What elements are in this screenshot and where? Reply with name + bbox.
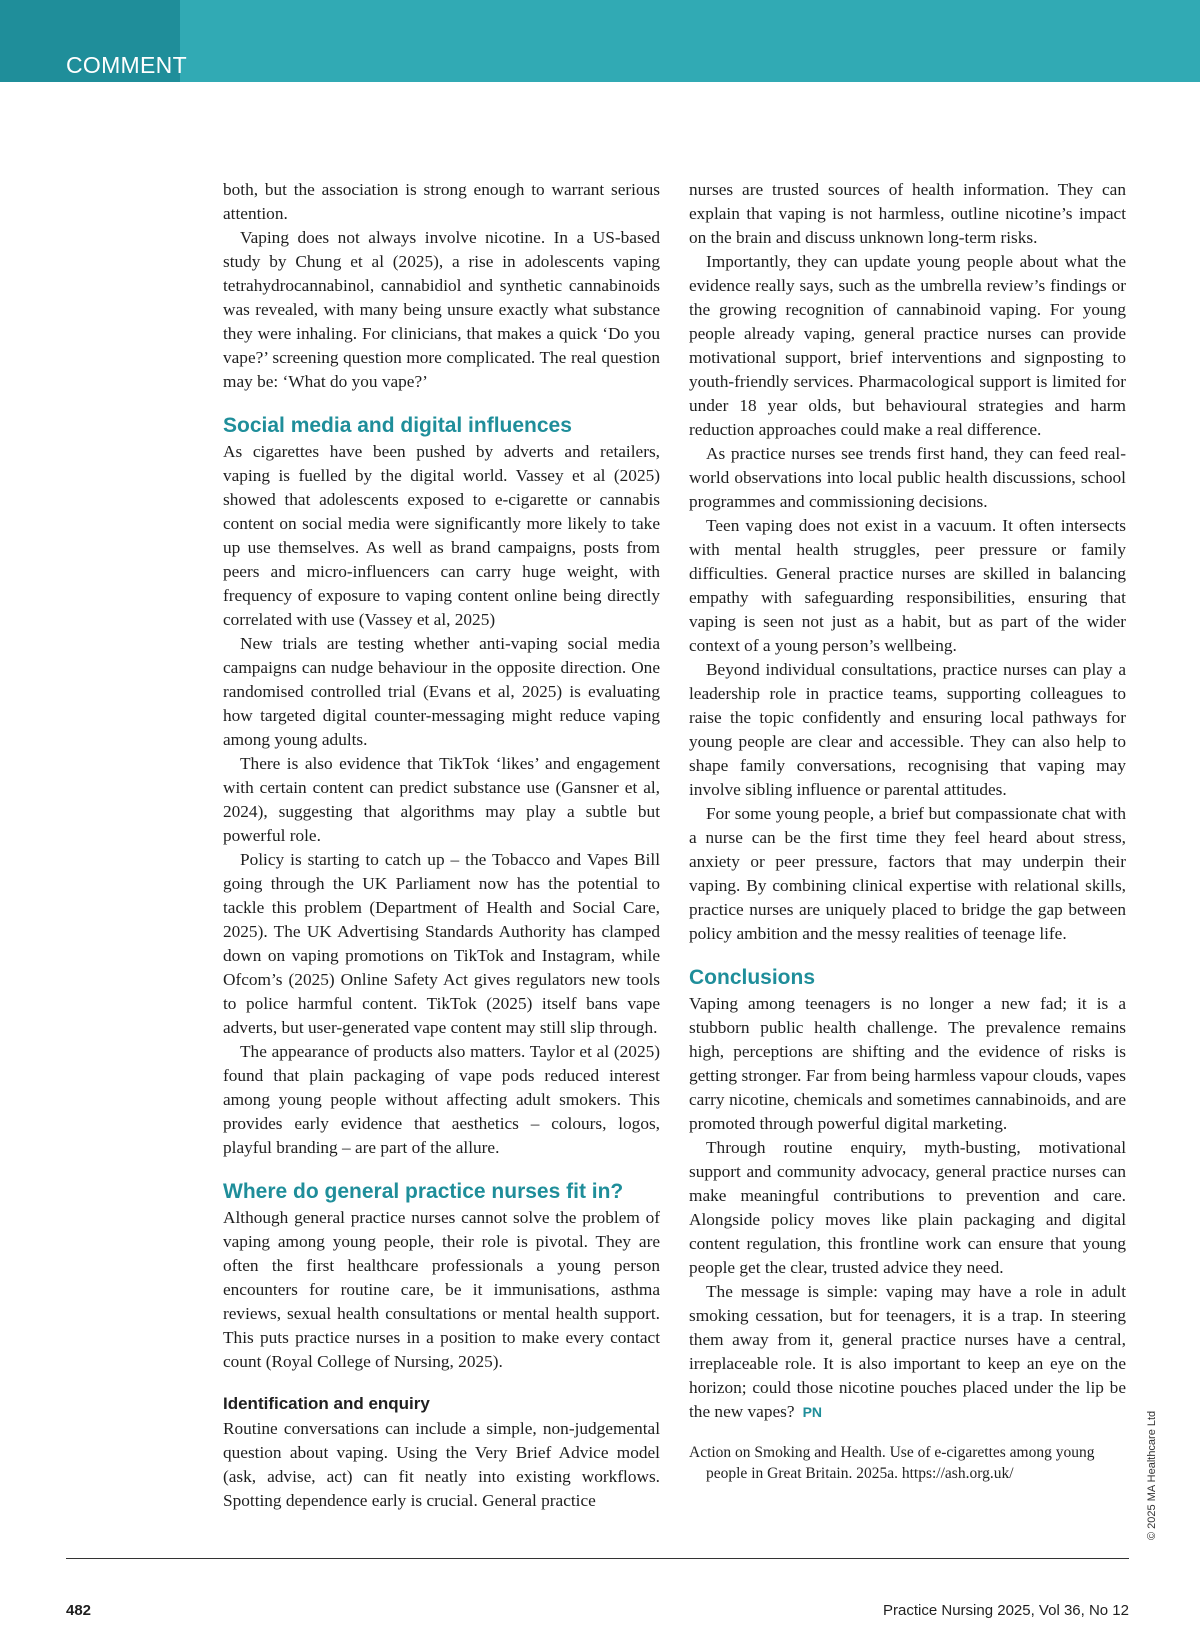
section-label: COMMENT (66, 52, 187, 78)
paragraph: Through routine enquiry, myth-busting, motivational support and community advocacy, general practice nurses can make meaningful contributions to prevention and care. Alongside policy moves like plain packaging and digital content regulation, this frontline work can ensure that young people get the clear, trusted advice they need. (689, 1138, 1126, 1277)
paragraph: As cigarettes have been pushed by adverts and retailers, vaping is fuelled by the digital world. Vassey et al (2025) showed that adolescents exposed to e-cigarette or cannabis content on social media were significantly more likely to take up use themselves. As well as brand campaigns, posts from peers and micro-influencers can carry huge weight, with frequency of exposure to vaping content online being directly correlated with use (Vassey et al, 2025) (223, 442, 660, 629)
paragraph: nurses are trusted sources of health information. They can explain that vaping is not harmless, outline nicotine’s impact on the brain and discuss unknown long-term risks. (689, 180, 1126, 247)
reference-entry: Action on Smoking and Health. Use of e-cigarettes among young people in Great Britain. 2025a. https://ash.org.uk/ (689, 1444, 1095, 1482)
paragraph: Although general practice nurses cannot solve the problem of vaping among young people, their role is pivotal. They are often the first healthcare professionals a young person encounters for routine care, be it immunisations, asthma reviews, sexual health consultations or mental health support. This puts practice nurses in a position to make every contact count (Royal College of Nursing, 2025). (223, 1208, 660, 1371)
journal-citation: Practice Nursing 2025, Vol 36, No 12 (883, 1602, 1129, 1619)
paragraph: Policy is starting to catch up – the Tobacco and Vapes Bill going through the UK Parliament now has the potential to tackle this problem (Department of Health and Social Care, 2025). The UK Advertising Standards Authority has clamped down on vaping promotions on TikTok and Instagram, while Ofcom’s (2025) Online Safety Act gives regulators new tools to police harmful content. TikTok (2025) itself bans vape adverts, but user-generated vape content may still slip through. (223, 850, 660, 1037)
paragraph: Teen vaping does not exist in a vacuum. It often intersects with mental health struggles, peer pressure or family difficulties. General practice nurses are skilled in balancing empathy with safeguarding responsibilities, ensuring that vaping is seen not just as a habit, but as part of the wider context of a young person’s wellbeing. (689, 516, 1126, 655)
right-column (689, 178, 1126, 1484)
paragraph: Vaping does not always involve nicotine. In a US-based study by Chung et al (2025), a rise in adolescents vaping tetrahydrocannabinol, cannabidiol and synthetic cannabinoids was revealed, with many being unsure exactly what substance they were inhaling. For clinicians, that makes a quick ‘Do you vape?’ screening question more complicated. The real question may be: ‘What do you vape?’ (223, 228, 660, 391)
page-number: 482 (66, 1602, 92, 1619)
footer-divider (66, 1558, 1129, 1559)
paragraph: The appearance of products also matters. Taylor et al (2025) found that plain packaging of vape pods reduced interest among young people without affecting adult smokers. This provides early evidence that aesthetics – colours, logos, playful branding – are part of the allure. (223, 1042, 660, 1157)
paragraph: Routine conversations can include a simple, non-judgemental question about vaping. Using the Very Brief Advice model (ask, advise, act) can fit neatly into existing workflows. Spotting dependence early is crucial. General practice (223, 1419, 660, 1510)
left-column (223, 178, 660, 1513)
section-heading: Where do general practice nurses fit in? (223, 1180, 624, 1203)
paragraph: As practice nurses see trends first hand, they can feed real-world observations into local public health discussions, school programmes and commissioning decisions. (689, 444, 1126, 511)
paragraph: Vaping among teenagers is no longer a new fad; it is a stubborn public health challenge. The prevalence remains high, perceptions are shifting and the evidence of risks is getting stronger. Far from being harmless vapour clouds, vapes carry nicotine, chemicals and sometimes cannabinoids, and are promoted through powerful digital marketing. (689, 994, 1126, 1133)
paragraph: Importantly, they can update young people about what the evidence really says, such as the umbrella review’s findings or the growing recognition of cannabinoid vaping. For young people already vaping, general practice nurses can provide motivational support, brief interventions and signposting to youth-friendly services. Pharmacological support is limited for under 18 year olds, but behavioural strategies and harm reduction approaches could make a real difference. (689, 252, 1126, 439)
paragraph: For some young people, a brief but compassionate chat with a nurse can be the first time they feel heard about stress, anxiety or peer pressure, factors that may underpin their vaping. By combining clinical expertise with relational skills, practice nurses are uniquely placed to bridge the gap between policy ambition and the messy realities of teenage life. (689, 804, 1126, 943)
paragraph: both, but the association is strong enough to warrant serious attention. (223, 180, 660, 223)
header-bar (0, 0, 1200, 82)
copyright-notice: © 2025 MA Healthcare Ltd (1146, 1410, 1158, 1540)
paragraph: Beyond individual consultations, practice nurses can play a leadership role in practice teams, supporting colleagues to raise the topic confidently and ensuring local pathways for young people are clear and accessible. They can also help to shape family conversations, recognising that vaping may involve sibling influence or parental attitudes. (689, 660, 1126, 799)
subsection-heading: Identification and enquiry (223, 1394, 430, 1413)
pn-end-mark: PN (802, 1404, 823, 1420)
section-heading: Social media and digital influences (223, 414, 572, 437)
paragraph: There is also evidence that TikTok ‘likes’ and engagement with certain content can predict substance use (Gansner et al, 2024), suggesting that algorithms may play a subtle but powerful role. (223, 754, 660, 845)
section-heading: Conclusions (689, 966, 816, 989)
closing-text: The message is simple: vaping may have a role in adult smoking cessation, but for teenagers, it is a trap. In steering them away from it, general practice nurses have a central, irreplaceable role. It is also important to keep an eye on the horizon; could those nicotine pouches placed under the lip be the new vapes? (689, 1282, 1126, 1421)
paragraph: New trials are testing whether anti-vaping social media campaigns can nudge behaviour in the opposite direction. One randomised controlled trial (Evans et al, 2025) is evaluating how targeted digital counter-messaging might reduce vaping among young adults. (223, 634, 660, 749)
closing-paragraph (689, 1280, 1126, 1424)
